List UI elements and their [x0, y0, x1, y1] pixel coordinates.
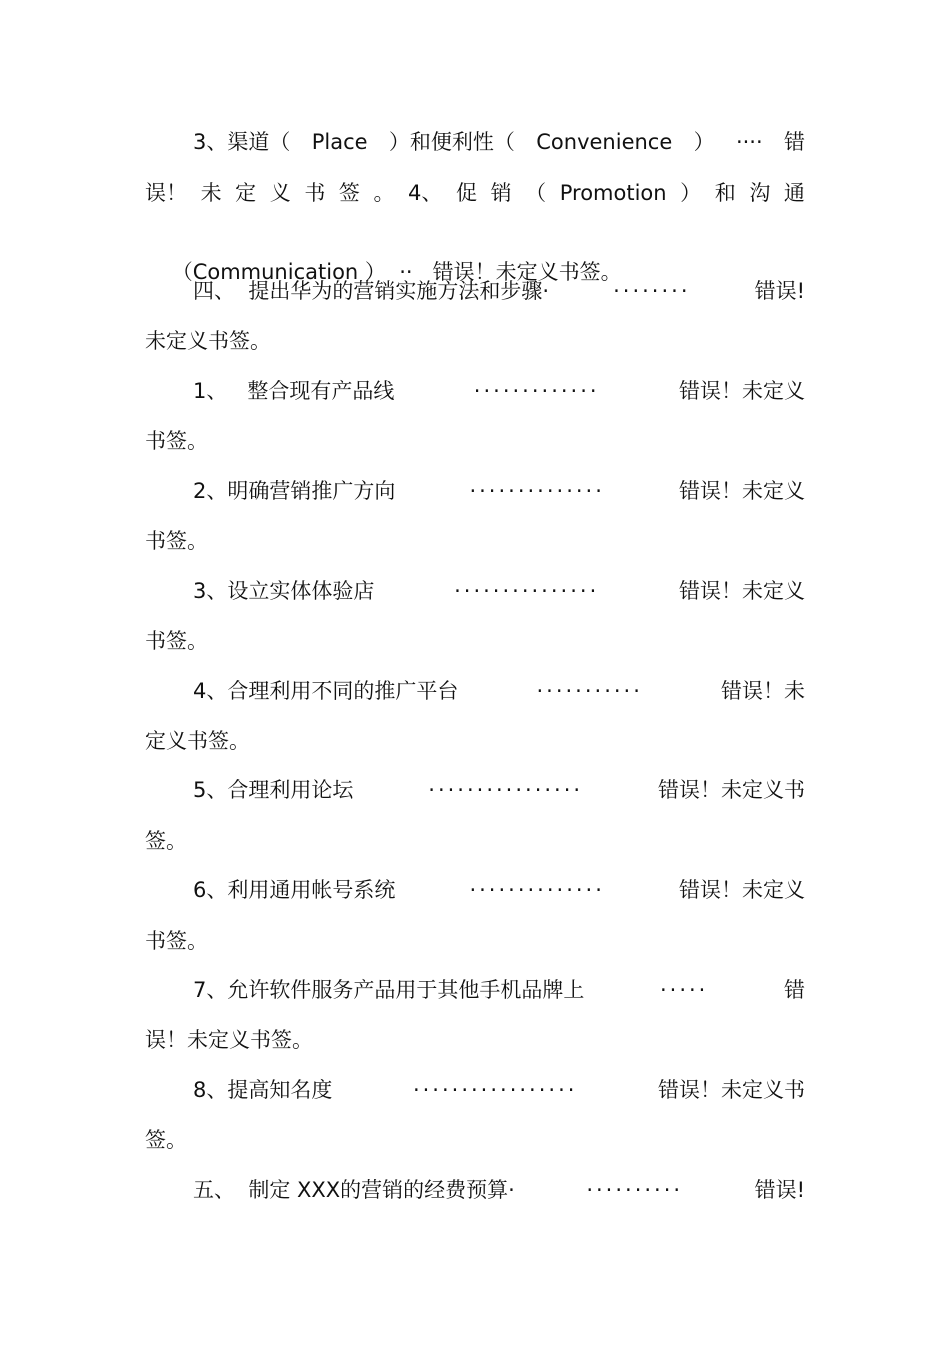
- toc-text: 未定义书签。: [145, 329, 271, 353]
- toc-text: Place: [311, 130, 368, 154]
- toc-entry-item-6[interactable]: [145, 875, 805, 905]
- toc-leader-dots: ·····: [659, 978, 709, 1002]
- toc-entry-title: 7、允许软件服务产品用于其他手机品牌上: [193, 978, 585, 1002]
- toc-text: 书签。: [145, 529, 208, 553]
- toc-error-ref: 错误！未定义: [679, 878, 805, 902]
- toc-entry-item-7[interactable]: [145, 975, 805, 1005]
- toc-leader-dots: ···············: [454, 579, 600, 603]
- toc-entry-title: 6、利用通用帐号系统: [193, 878, 396, 902]
- toc-entry-title: 5、合理利用论坛: [193, 778, 354, 802]
- toc-entry-title: 2、明确营销推广方向: [193, 479, 396, 503]
- toc-text: ）和便利性（: [388, 130, 515, 154]
- toc-text: 。: [373, 181, 395, 205]
- toc-text: 销: [490, 181, 512, 205]
- toc-entry-title: 8、提高知名度: [193, 1078, 333, 1102]
- toc-leader-dots: ·············: [473, 379, 600, 403]
- toc-entry-title: 3、设立实体体验店: [193, 579, 375, 603]
- toc-error-ref: 错误！未: [721, 679, 805, 703]
- toc-leader-dots: ··············: [469, 479, 605, 503]
- toc-error-ref: 错误！未定义: [679, 479, 805, 503]
- toc-text: （Communication ） ·· 错误！未定义书签。: [171, 260, 622, 284]
- toc-text: 签。: [145, 1128, 187, 1152]
- toc-text: 定: [235, 181, 257, 205]
- toc-error-ref: 错: [784, 130, 805, 154]
- toc-text: 书签。: [145, 429, 208, 453]
- toc-error-ref: 错误!: [754, 279, 805, 303]
- toc-leader-dots: ··········: [586, 1178, 684, 1202]
- toc-leader-dots: ··············: [469, 878, 605, 902]
- toc-entry-title: 四、 提出华为的营销实施方法和步骤·: [193, 279, 550, 303]
- toc-entry-continuation: [145, 426, 805, 456]
- toc-entry-title: 4、合理利用不同的推广平台: [193, 679, 459, 703]
- toc-text: 书签。: [145, 629, 208, 653]
- toc-entry-channel-line1[interactable]: [145, 127, 805, 157]
- toc-text: 误！: [145, 181, 187, 205]
- toc-error-ref: 错误！未定义书: [658, 1078, 805, 1102]
- toc-entry-item-4[interactable]: [145, 676, 805, 706]
- toc-text: ）: [693, 130, 715, 154]
- toc-entry-channel-line2[interactable]: [145, 178, 805, 208]
- toc-text: Convenience: [536, 130, 673, 154]
- toc-entry-section-5[interactable]: [145, 1175, 805, 1205]
- toc-entry-section-4[interactable]: [145, 276, 805, 306]
- toc-entry-item-2[interactable]: [145, 476, 805, 506]
- toc-leader-dots: ················: [428, 778, 584, 802]
- toc-error-ref: 错误!: [754, 1178, 805, 1202]
- toc-text: 误！未定义书签。: [145, 1028, 313, 1052]
- toc-entry-item-3[interactable]: [145, 576, 805, 606]
- toc-text: 定义书签。: [145, 729, 250, 753]
- toc-text: 书: [304, 181, 326, 205]
- toc-text: 促: [456, 181, 477, 205]
- toc-text: ）: [680, 181, 702, 205]
- toc-entry-item-1[interactable]: [145, 376, 805, 406]
- toc-entry-continuation: [145, 826, 805, 856]
- toc-entry-continuation: [145, 626, 805, 656]
- toc-leader-dots: ····: [735, 130, 763, 154]
- toc-text: 义: [269, 181, 291, 205]
- toc-text: 未: [200, 181, 222, 205]
- toc-leader-dots: ········: [613, 279, 691, 303]
- toc-text: 4、: [408, 181, 443, 205]
- toc-text: （: [525, 181, 547, 205]
- toc-text: 签: [338, 181, 360, 205]
- toc-entry-continuation: [145, 526, 805, 556]
- toc-entry-item-8[interactable]: [145, 1075, 805, 1105]
- toc-text: 和: [714, 181, 736, 205]
- toc-text: Promotion: [559, 181, 667, 205]
- toc-entry-continuation: [145, 326, 805, 356]
- toc-error-ref: 错: [784, 978, 805, 1002]
- toc-error-ref: 错误！未定义: [679, 579, 805, 603]
- toc-entry-continuation: [145, 726, 805, 756]
- toc-leader-dots: ···········: [536, 679, 643, 703]
- toc-entry-item-5[interactable]: [145, 775, 805, 805]
- toc-entry-continuation: [145, 1025, 805, 1055]
- toc-text: 沟: [749, 181, 771, 205]
- toc-entry-continuation: [145, 1125, 805, 1155]
- toc-entry-title: 1、 整合现有产品线: [193, 379, 395, 403]
- toc-error-ref: 错误！未定义书: [658, 778, 805, 802]
- toc-text: 3、渠道（: [193, 130, 291, 154]
- toc-entry-continuation: [145, 926, 805, 956]
- toc-text: 书签。: [145, 929, 208, 953]
- toc-text: 签。: [145, 829, 187, 853]
- toc-text: 通: [783, 181, 805, 205]
- toc-entry-title: 五、 制定 XXX的营销的经费预算·: [193, 1178, 515, 1202]
- toc-error-ref: 错误！未定义: [679, 379, 805, 403]
- toc-leader-dots: ·················: [412, 1078, 578, 1102]
